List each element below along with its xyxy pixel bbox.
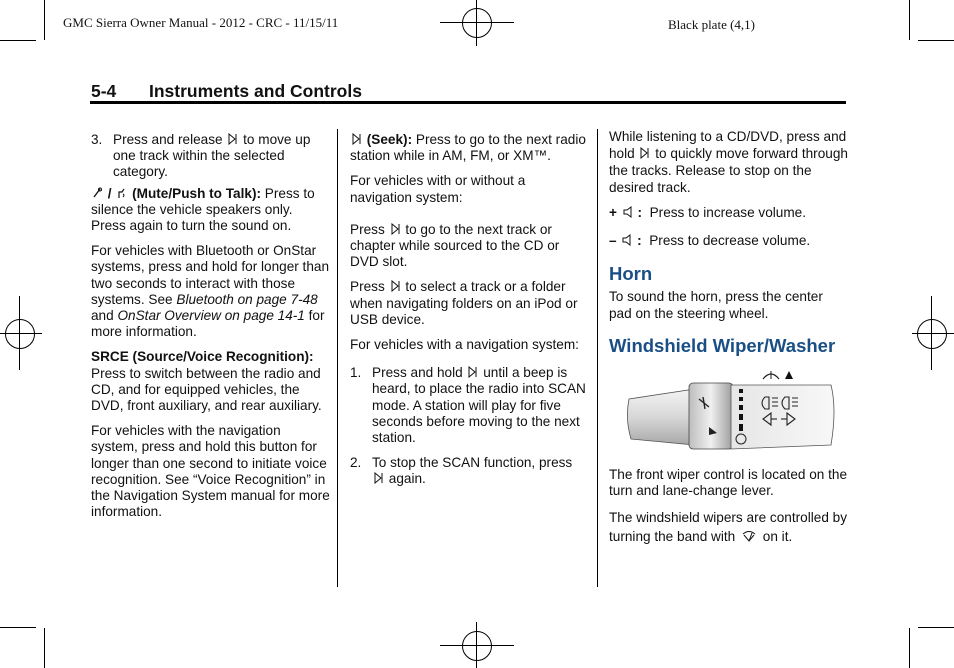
column-1	[91, 132, 331, 529]
seek-paragraph: (Seek): Press to go to the next radio station while in AM, FM, or XM™.	[350, 132, 586, 164]
section-title: Instruments and Controls	[149, 81, 362, 101]
print-header-right: Black plate (4,1)	[668, 17, 755, 32]
mute-icon	[93, 187, 102, 199]
crop-mark	[918, 40, 954, 41]
bluetooth-paragraph: For vehicles with Bluetooth or OnStar systems, press and hold for longer than two seconds to interact with those systems. See Bluetooth on page 7-48 and OnStar Overview on page 14-1 for more information.	[91, 243, 330, 340]
volume-down: – : Press to decrease volume.	[609, 233, 811, 249]
crop-mark	[909, 0, 910, 40]
crop-mark	[918, 627, 954, 628]
volume-icon	[623, 206, 632, 218]
crop-mark	[0, 40, 36, 41]
with-without-nav: For vehicles with or without a navigation system:	[350, 173, 526, 205]
press-select-track: Press to select a track or a folder when navigating folders on an iPod or USB device.	[350, 279, 578, 327]
seek-next-icon	[228, 133, 237, 145]
page-number: 5-4	[91, 81, 117, 101]
seek-next-icon	[640, 147, 649, 159]
header-rule	[90, 101, 846, 104]
seek-next-icon	[391, 223, 400, 235]
press-next-track: Press to go to the next track or chapter while sourced to the CD or DVD slot.	[350, 221, 560, 270]
seek-next-icon	[391, 280, 400, 292]
seek-next-icon	[468, 366, 477, 378]
print-header-left: GMC Sierra Owner Manual - 2012 - CRC - 11/15/11	[63, 15, 339, 30]
column-3	[609, 128, 849, 555]
wiper-lever-illustration	[625, 367, 839, 459]
horn-heading: Horn	[609, 263, 653, 285]
crop-mark	[44, 628, 45, 668]
seek-next-icon	[352, 133, 361, 145]
srce-paragraph: SRCE (Source/Voice Recognition): Press to switch between the radio and CD, and for equipped vehicles, the DVD, front auxiliary, and rear auxiliary.	[91, 349, 322, 414]
horn-paragraph: To sound the horn, press the center pad on the steering wheel.	[609, 289, 823, 321]
column-2	[350, 132, 586, 497]
crop-mark	[0, 627, 36, 628]
column-divider	[597, 129, 598, 587]
volume-icon	[622, 234, 631, 246]
cd-paragraph: While listening to a CD/DVD, press and hold to quickly move forward through the tracks. Release to stop on the desired track.	[609, 129, 848, 195]
column-divider	[337, 129, 338, 587]
volume-up: + : Press to increase volume.	[609, 205, 807, 220]
mute-paragraph: / (Mute/Push to Talk): Press to silence the vehicle speakers only. Press again to turn the sound on.	[91, 185, 315, 234]
bluetooth-link[interactable]: Bluetooth on page 7-48	[176, 291, 318, 307]
wiper-heading: Windshield Wiper/Washer	[609, 334, 836, 356]
list-item: 1. Press and hold until a beep is heard, to place the radio into SCAN mode. A station will play for five seconds before moving to the next station.	[350, 365, 586, 446]
navigation-paragraph: For vehicles with the navigation system, press and hold this button for longer than one second to initiate voice recognition. See “Voice Recognition” in the Navigation System manual for more information.	[91, 423, 330, 520]
wiper-paragraph-2: The windshield wipers are controlled by turning the band with on it.	[609, 510, 848, 545]
seek-next-icon	[374, 472, 383, 484]
list-item: 2. To stop the SCAN function, press again.	[350, 455, 573, 487]
wiper-icon	[741, 530, 757, 542]
wiper-paragraph-1: The front wiper control is located on the turn and lane-change lever.	[609, 466, 848, 499]
crop-mark	[909, 628, 910, 668]
list-item: 3. Press and release to move up one track within the selected category.	[91, 132, 311, 180]
push-to-talk-icon	[117, 187, 126, 199]
with-nav: For vehicles with a navigation system:	[350, 337, 579, 353]
onstar-link[interactable]: OnStar Overview on page 14-1	[117, 308, 305, 324]
crop-mark	[44, 0, 45, 40]
